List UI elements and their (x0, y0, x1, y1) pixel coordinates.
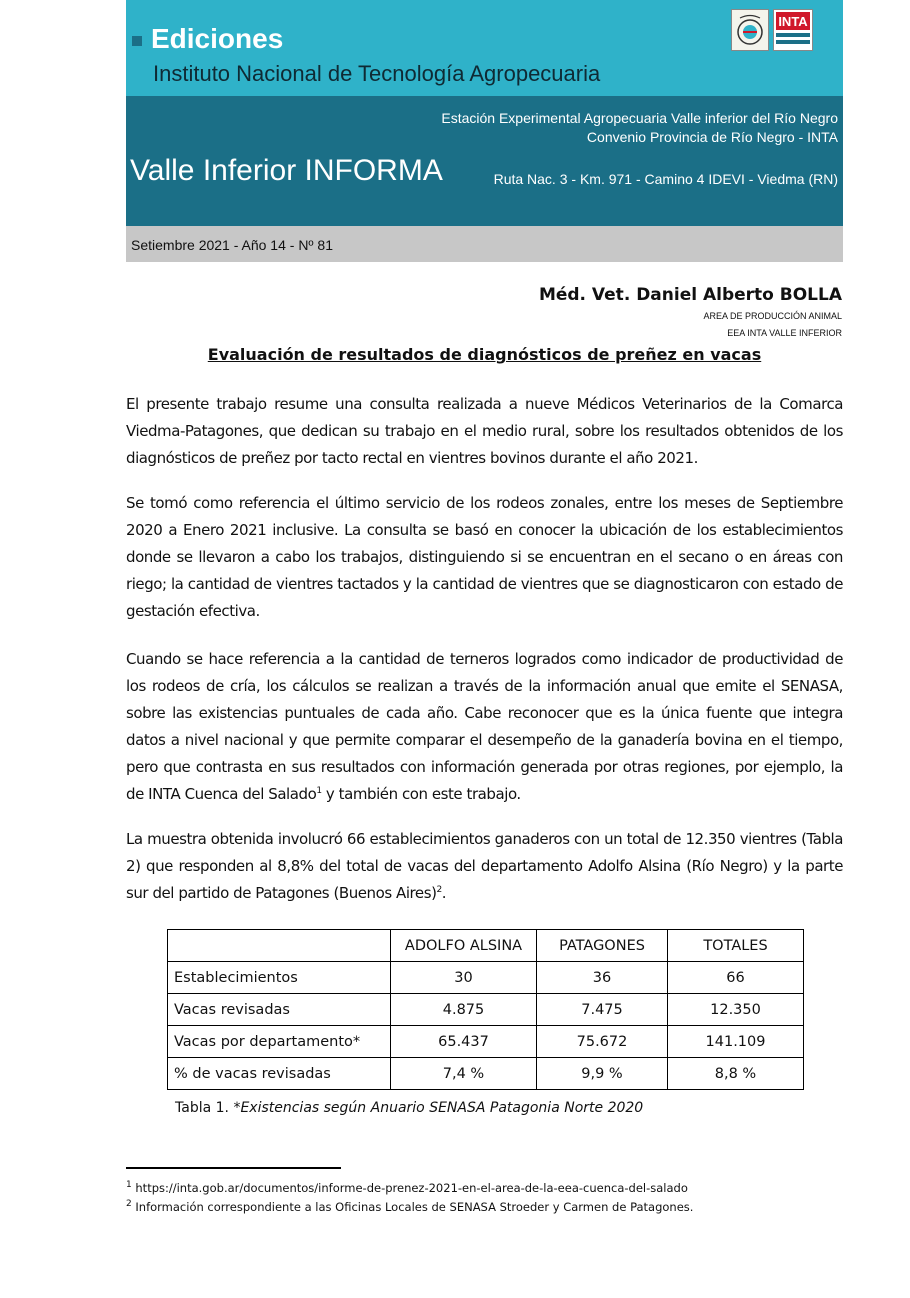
paragraph-4-text: La muestra obtenida involucró 66 establecimientos ganaderos con un total de 12.350 vientres (Tabla 2) que responden al 8,8% del total de vacas del departamento Adolfo Alsina (Río Negro) y la parte sur del partido de Patagones (Buenos Aires) (126, 830, 843, 902)
station-name: Estación Experimental Agropecuaria Valle inferior del Río Negro (441, 110, 838, 126)
table-cell: Vacas revisadas (168, 994, 391, 1026)
table-row (168, 962, 804, 994)
logos (731, 9, 813, 51)
table-header-cell: ADOLFO ALSINA (391, 930, 537, 962)
footnote-2-text: Información correspondiente a las Oficinas Locales de SENASA Stroeder y Carmen de Patagones. (131, 1200, 694, 1214)
paragraph-3 (126, 646, 843, 808)
table-cell: 12.350 (668, 994, 804, 1026)
table-cell: 30 (391, 962, 537, 994)
table-cell: 75.672 (537, 1026, 668, 1058)
author-area: AREA DE PRODUCCIÓN ANIMAL (703, 311, 842, 321)
caption-label: Tabla 1. (175, 1100, 234, 1116)
table-cell: 7.475 (537, 994, 668, 1026)
brand-title: Ediciones (151, 23, 284, 54)
province-seal-icon (731, 9, 769, 51)
author-name: Méd. Vet. Daniel Alberto BOLLA (538, 285, 842, 305)
paragraph-1: El presente trabajo resume una consulta realizada a nueve Médicos Veterinarios de la Comarca Viedma-Patagones, que dedican su trabajo en el medio rural, sobre los resultados obtenidos de los diagnósticos de preñez por tacto rectal en vientres bovinos durante el año 2021. (126, 395, 843, 467)
caption-text: *Existencias según Anuario SENASA Patagonia Norte 2020 (233, 1100, 644, 1116)
table-caption (175, 1100, 643, 1116)
author-unit: EEA INTA VALLE INFERIOR (727, 328, 842, 338)
table-row (168, 1026, 804, 1058)
table-cell: Establecimientos (168, 962, 391, 994)
table-header-cell: TOTALES (668, 930, 804, 962)
inta-logo (773, 9, 813, 51)
square-bullet-icon (132, 36, 142, 46)
publication-name: Valle Inferior INFORMA (130, 154, 443, 187)
agreement-text: Convenio Provincia de Río Negro - INTA (586, 129, 838, 145)
table-cell: 65.437 (391, 1026, 537, 1058)
table-cell: 4.875 (391, 994, 537, 1026)
table-row (168, 994, 804, 1026)
data-table (167, 929, 804, 1090)
paragraph-2: Se tomó como referencia el último servicio de los rodeos zonales, entre los meses de Septiembre 2020 a Enero 2021 inclusive. La consulta se basó en conocer la ubicación de los establecimientos donde se llevaron a cabo los trabajos, distinguiendo si se encuentran en el secano o en áreas con riego; la cantidad de vientres tactados y la cantidad de vientres que se diagnosticaron con estado de gestación efectiva. (126, 494, 843, 620)
table-cell: 66 (668, 962, 804, 994)
paragraph-3-text: Cuando se hace referencia a la cantidad de terneros logrados como indicador de productividad de los rodeos de cría, los cálculos se realizan a través de la información anual que emite el SENASA, sobre las existencias puntuales de cada año. Cabe reconocer que es la única fuente que integra datos a nivel nacional y que permite comparar el desempeño de la ganadería bovina en el tiempo, pero que contrasta en sus resultados con información generada por otras regiones, por ejemplo, la de INTA Cuenca del Salado (126, 650, 843, 803)
table-cell: Vacas por departamento* (168, 1026, 391, 1058)
table-cell: 141.109 (668, 1026, 804, 1058)
issue-info: Setiembre 2021 - Año 14 - Nº 81 (131, 237, 334, 253)
footnote-2-number: 2 (126, 1199, 132, 1210)
address-text: Ruta Nac. 3 - Km. 971 - Camino 4 IDEVI - Viedma (RN) (493, 171, 838, 187)
footnote-1-text: https://inta.gob.ar/documentos/informe-de-prenez-2021-en-el-area-de-la-eea-cuenca-del-salado (131, 1181, 688, 1195)
table-header-row (168, 930, 804, 962)
article-title: Evaluación de resultados de diagnósticos de preñez en vacas (207, 345, 762, 364)
table-cell: % de vacas revisadas (168, 1058, 391, 1090)
footnote-ref-2: 2 (436, 885, 442, 895)
inta-logo-text: INTA (778, 14, 808, 29)
paragraph-3-end: y también con este trabajo. (321, 785, 521, 803)
paragraph-4-end: . (441, 884, 447, 902)
footnote-1 (126, 1181, 688, 1195)
table-cell: 7,4 % (391, 1058, 537, 1090)
footnote-1-number: 1 (126, 1180, 132, 1191)
footnote-2 (126, 1200, 693, 1214)
footnote-divider (126, 1167, 341, 1169)
table-header-cell: PATAGONES (537, 930, 668, 962)
table-header-cell (168, 930, 391, 962)
institute-name: Instituto Nacional de Tecnología Agropecuaria (153, 61, 601, 86)
paragraph-4 (126, 826, 843, 907)
table-cell: 9,9 % (537, 1058, 668, 1090)
table-row (168, 1058, 804, 1090)
table-cell: 36 (537, 962, 668, 994)
footnote-ref-1: 1 (316, 786, 322, 796)
table-cell: 8,8 % (668, 1058, 804, 1090)
